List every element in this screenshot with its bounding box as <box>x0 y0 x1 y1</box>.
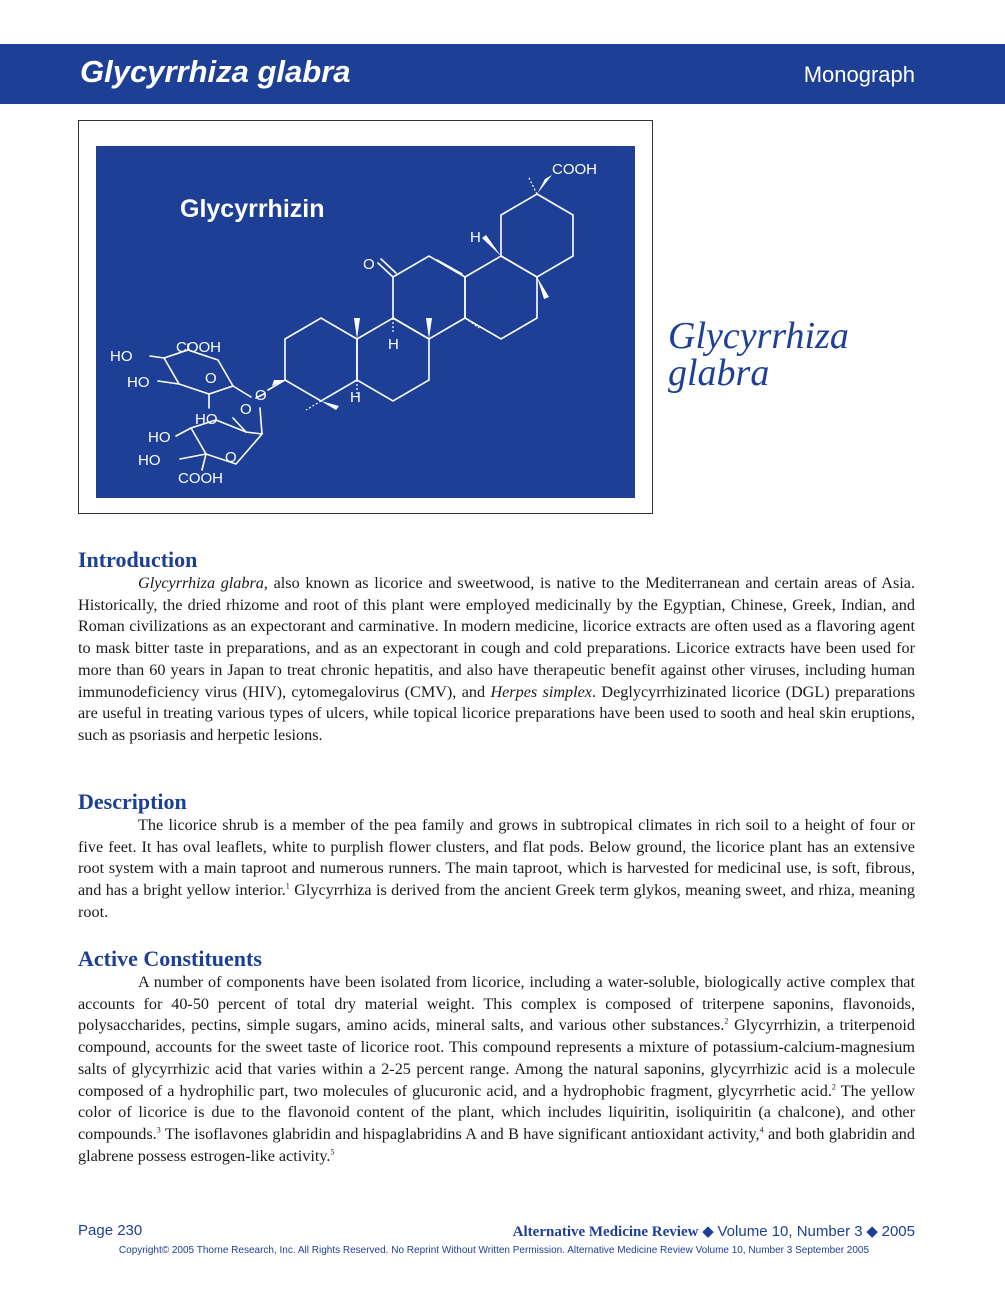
label-h-upper: H <box>470 229 481 246</box>
description-paragraph: The licorice shrub is a member of the pea family and grows in subtropical climates in rich soil to a height of four or five feet. It has oval leaflets, white to purplish flower clusters, and flat pods. Below ground, the licorice plant has an extensive root system with a main taproot and numerous runners. The main taproot, which is harvested for medicinal use, is soft, fibrous, and has a bright yellow interior.$^1$ Glycyrrhiza is derived from the ancient Greek term glykos, meaning sweet, and rhiza, meaning root. <box>78 816 915 921</box>
volume-label: Volume 10, Number 3 <box>717 1223 863 1240</box>
side-title-line-1: Glycyrrhiza <box>668 315 849 357</box>
side-title <box>668 315 849 394</box>
active-constituents-heading: Active Constituents <box>78 946 262 971</box>
side-title-line-2: glabra <box>668 352 770 394</box>
header-section-label: Monograph <box>803 62 915 87</box>
label-cooh-2: COOH <box>178 470 223 487</box>
year-label: 2005 <box>881 1223 915 1240</box>
structure-panel <box>96 146 635 498</box>
label-o-ring1: O <box>205 370 217 387</box>
label-o-link1: O <box>255 387 267 404</box>
label-o-ketone: O <box>363 256 375 273</box>
label-ho-4: HO <box>148 429 171 446</box>
label-h-middle: H <box>388 336 399 353</box>
header-title: Glycyrrhiza glabra <box>80 54 351 89</box>
introduction-section <box>78 547 915 747</box>
active-constituents-section <box>78 946 915 1167</box>
label-ho-5: HO <box>138 452 161 469</box>
active-constituents-paragraph: A number of components have been isolated from licorice, including a water-soluble, biologically active complex that accounts for 40-50 percent of total dry material weight. This complex is composed of triterpene saponins, flavonoids, polysaccharides, pectins, simple sugars, amino acids, mineral salts, and various other substances.$^2$ Glycyrrhizin, a triterpenoid compound, accounts for the sweet taste of licorice root. This compound represents a mixture of potassium-calcium-magnesium salts of glycyrrhizic acid that varies within a 2-25 percent range. Among the natural saponins, glycyrrhizic acid is a molecule composed of a hydrophilic part, two molecules of glucuronic acid, and a hydrophobic fragment, glycyrrhetic acid.$^2$ The yellow color of licorice is due to the flavonoid content of the plant, which includes liquiritin, isoliquiritin (a chalcone), and other compounds.$^3$ The isoflavones glabridin and hispaglabridins A and B have significant antioxidant activity,$^4$ and both glabridin and glabrene possess estrogen-like activity.$^5$ <box>78 973 915 1165</box>
reference-1: 1 <box>285 881 290 891</box>
label-cooh-1: COOH <box>176 339 221 356</box>
introduction-heading: Introduction <box>78 547 198 572</box>
molecule-bonds <box>150 194 573 470</box>
label-ho-1: HO <box>110 348 133 365</box>
stereo-hashes <box>306 176 537 410</box>
introduction-paragraph: Glycyrrhiza glabra, also known as licorice and sweetwood, is native to the Mediterranean and certain areas of Asia. Historically, the dried rhizome and root of this plant were employed medicinally by the Egyptian, Chinese, Greek, Indian, and Roman civilizations as an expectorant and carminative. In modern medicine, licorice extracts are often used as a flavoring agent to mask bitter taste in preparations, and as an expectorant in cough and cold preparations. Licorice extracts have been used for more than 60 years in Japan to treat chronic hepatitis, and also have therapeutic benefit against other viruses, including human immunodeficiency virus (HIV), cytomegalovirus (CMV), and Herpes simplex. Deglycyrrhizinated licorice (DGL) preparations are useful in treating various types of ulcers, while topical licorice preparations have been used to sooth and heal skin eruptions, such as psoriasis and herpetic lesions. <box>78 574 915 744</box>
page-header <box>0 44 1005 104</box>
diamond-icon: ◆ <box>702 1223 714 1240</box>
journal-citation <box>513 1222 915 1241</box>
label-o-link2: O <box>240 401 252 418</box>
sugar-ring-1 <box>164 350 233 394</box>
journal-name: Alternative Medicine Review <box>512 1224 699 1240</box>
reference-2b: 2 <box>831 1082 836 1092</box>
ring-d <box>465 256 537 339</box>
ring-a <box>285 318 357 401</box>
copyright-notice: Copyright© 2005 Thorne Research, Inc. All Rights Reserved. No Reprint Without Written Permission. Alternative Medicine Review Volume 10, Number 3 September 2005 <box>118 1245 870 1256</box>
reference-4: 4 <box>759 1125 764 1135</box>
diamond-icon: ◆ <box>866 1223 878 1240</box>
reference-3: 3 <box>156 1125 161 1135</box>
reference-5: 5 <box>330 1147 335 1157</box>
description-heading: Description <box>78 789 187 814</box>
description-section <box>78 789 915 924</box>
glycyrrhizin-structure-diagram <box>96 146 635 498</box>
label-o-ring2: O <box>225 449 237 466</box>
page-number: Page 230 <box>78 1222 143 1239</box>
label-h-lower: H <box>350 389 361 406</box>
label-ho-3: HO <box>195 411 218 428</box>
label-ho-2: HO <box>127 374 150 391</box>
compound-name: Glycyrrhizin <box>180 195 325 223</box>
figure-frame <box>78 120 653 514</box>
virus-name: Herpes simplex <box>490 682 592 701</box>
species-name: Glycyrrhiza glabra <box>138 574 264 592</box>
label-cooh-top: COOH <box>552 161 597 178</box>
ring-e <box>501 194 573 277</box>
reference-2: 2 <box>724 1017 729 1027</box>
